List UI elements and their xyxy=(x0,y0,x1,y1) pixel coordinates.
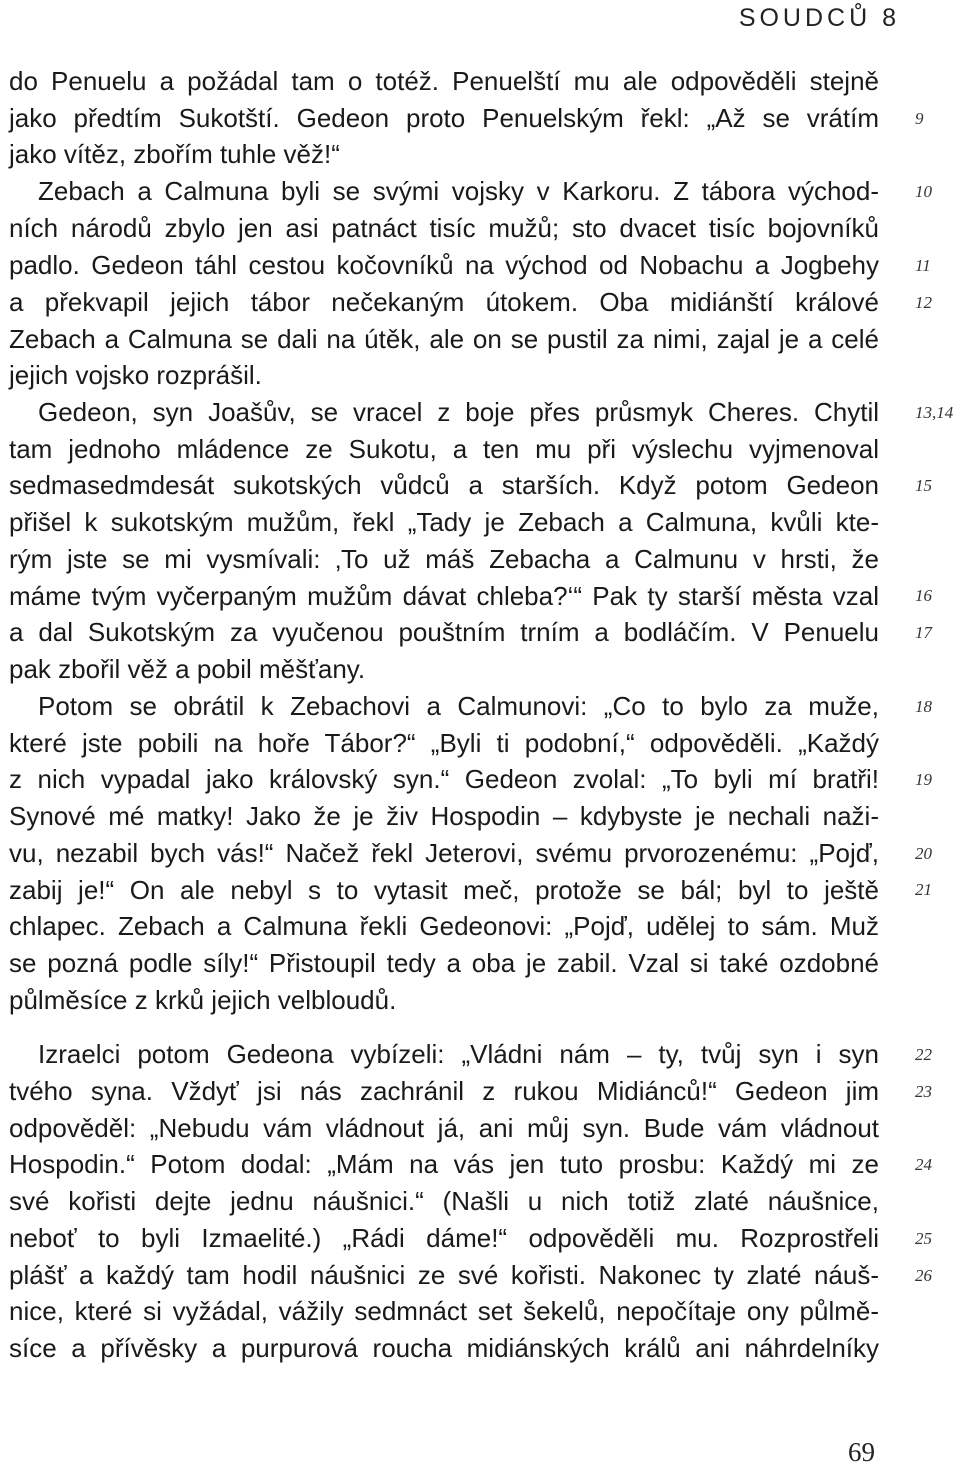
verse-number: 10 xyxy=(915,182,932,201)
text-line: rým jste se mi vysmívali: ‚To už máš Zebacha a Calmunu v hrsti, že xyxy=(9,544,879,574)
text-line: jako předtím Sukotští. Gedeon proto Penuelským řekl: „Až se vrátím xyxy=(9,103,879,133)
text-line: Potom se obrátil k Zebachovi a Calmunovi: „Co to bylo za muže, xyxy=(38,691,879,721)
text-line: jako vítěz, zbořím tuhle věž!“ xyxy=(9,139,340,169)
text-line: chlapec. Zebach a Calmuna řekli Gedeonovi: „Pojď, udělej to sám. Muž xyxy=(9,911,879,941)
verse-number: 21 xyxy=(915,880,932,899)
text-line: pak zbořil věž a pobil měšťany. xyxy=(9,654,366,684)
verse-number: 19 xyxy=(915,770,932,789)
text-line: které jste pobili na hoře Tábor?“ „Byli ti podobní,“ odpověděli. „Každý xyxy=(9,728,879,758)
book-title: SOUDCŮ 8 xyxy=(738,4,900,32)
verse-number: 15 xyxy=(915,476,932,495)
text-line: tam jednoho mládence ze Sukotu, a ten mu při výslechu vyjmenoval xyxy=(9,434,879,464)
text-line: Zebach a Calmuna se dali na útěk, ale on se pustil za nimi, zajal je a celé xyxy=(9,324,879,354)
text-line: odpověděl: „Nebudu vám vládnout já, ani můj syn. Bude vám vládnout xyxy=(9,1113,879,1143)
text-line: půlměsíce z krků jejich velbloudů. xyxy=(9,985,397,1015)
verse-number: 20 xyxy=(915,844,932,863)
text-line: Hospodin.“ Potom dodal: „Mám na vás jen tuto prosbu: Každý mi ze xyxy=(9,1149,879,1179)
verse-number: 13,14 xyxy=(915,403,954,422)
text-line: máme tvým vyčerpaným mužům dávat chleba?‘“ Pak ty starší města vzal xyxy=(9,581,879,611)
verse-number: 24 xyxy=(915,1155,932,1174)
verse-number: 22 xyxy=(915,1045,932,1064)
verse-number: 26 xyxy=(915,1266,932,1285)
verse-number: 23 xyxy=(915,1082,932,1101)
verse-number: 17 xyxy=(915,623,932,642)
text-line: tvého syna. Vždyť jsi nás zachránil z rukou Midiánců!“ Gedeon jim xyxy=(9,1076,879,1106)
text-line: síce a přívěsky a purpurová roucha midiánských králů ani náhrdelníky xyxy=(9,1333,879,1363)
verse-number: 12 xyxy=(915,293,932,312)
text-line: jejich vojsko rozprášil. xyxy=(9,360,262,390)
text-line: sedmasedmdesát sukotských vůdců a starších. Když potom Gedeon xyxy=(9,470,879,500)
text-line: nice, které si vyžádal, vážily sedmnáct set šekelů, nepočítaje ony půlmě- xyxy=(9,1296,879,1326)
text-line: a překvapil jejich tábor nečekaným útokem. Oba midiánští králové xyxy=(9,287,879,317)
text-line: Izraelci potom Gedeona vybízeli: „Vládni nám – ty, tvůj syn i syn xyxy=(38,1039,879,1069)
text-line: vu, nezabil bych vás!“ Načež řekl Jeterovi, svému prvorozenému: „Pojď, xyxy=(9,838,879,868)
verse-number: 18 xyxy=(915,697,932,716)
text-line: do Penuelu a požádal tam o totéž. Penuelští mu ale odpověděli stejně xyxy=(9,66,879,96)
text-line: padlo. Gedeon táhl cestou kočovníků na východ od Nobachu a Jogbehy xyxy=(9,250,879,280)
text-line: přišel k sukotským mužům, řekl „Tady je Zebach a Calmuna, kvůli kte- xyxy=(9,507,879,537)
text-line: ních národů zbylo jen asi patnáct tisíc mužů; sto dvacet tisíc bojovníků xyxy=(9,213,879,243)
text-line: své kořisti dejte jednu náušnici.“ (Našli u nich totiž zlaté náušnice, xyxy=(9,1186,879,1216)
verse-number: 25 xyxy=(915,1229,932,1248)
verse-number: 11 xyxy=(915,256,931,275)
text-line: neboť to byli Izmaelité.) „Rádi dáme!“ odpověděli mu. Rozprostřeli xyxy=(9,1223,879,1253)
text-line: Synové mé matky! Jako že je živ Hospodin – kdybyste je nechali naži- xyxy=(9,801,879,831)
text-line: Gedeon, syn Joašův, se vracel z boje přes průsmyk Cheres. Chytil xyxy=(38,397,879,427)
verse-number: 16 xyxy=(915,586,932,605)
text-line: a dal Sukotským za vyučenou pouštním trním a bodláčím. V Penuelu xyxy=(9,617,879,647)
text-line: zabij je!“ On ale nebyl s to vytasit meč, protože se bál; byl to ještě xyxy=(9,875,879,905)
text-line: Zebach a Calmuna byli se svými vojsky v Karkoru. Z tábora východ- xyxy=(38,176,879,206)
running-header xyxy=(0,0,900,40)
verse-number: 9 xyxy=(915,109,924,128)
text-line: z nich vypadal jako královský syn.“ Gedeon zvolal: „To byli mí bratři! xyxy=(9,764,879,794)
text-line: plášť a každý tam hodil náušnici ze své kořisti. Nakonec ty zlaté náuš- xyxy=(9,1260,879,1290)
text-line: se pozná podle síly!“ Přistoupil tedy a oba je zabil. Vzal si také ozdobné xyxy=(9,948,879,978)
page-number: 69 xyxy=(848,1437,875,1467)
